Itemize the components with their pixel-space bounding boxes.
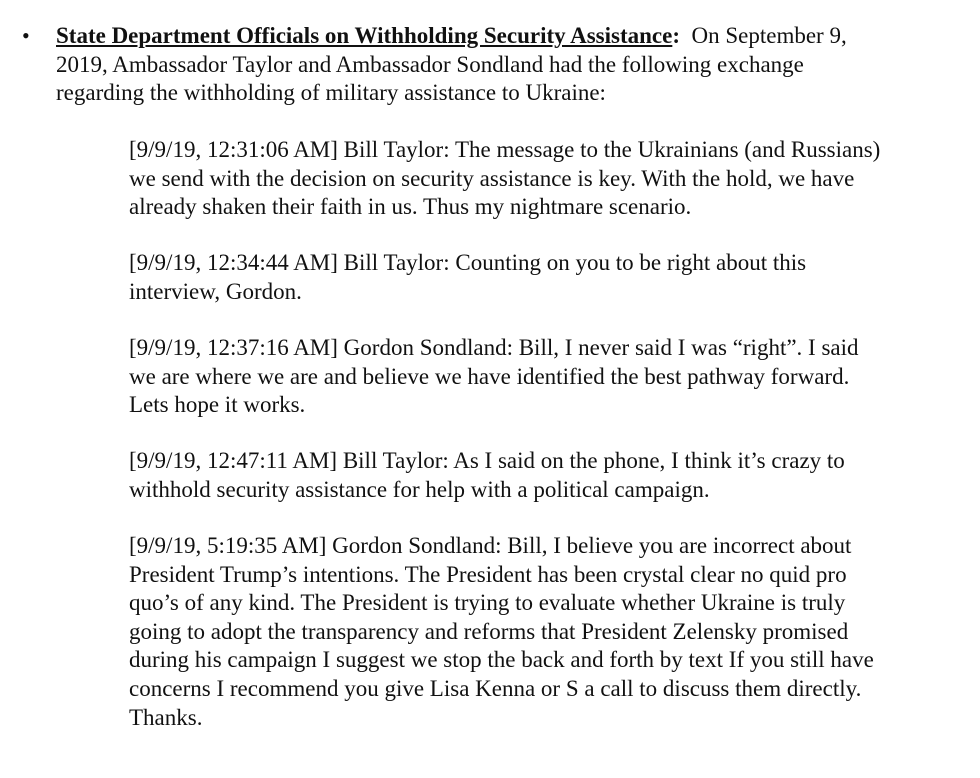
message-line: already shaken their faith in us. Thus my nightmare scenario.: [129, 194, 692, 220]
message-line: going to adopt the transparency and reforms that President Zelensky promised: [129, 618, 849, 644]
message-line: President Trump’s intentions. The President has been crystal clear no quid pro: [129, 561, 847, 587]
intro-line-2: 2019, Ambassador Taylor and Ambassador Sondland had the following exchange: [56, 51, 804, 77]
intro-paragraph: [56, 22, 936, 108]
message-line: interview, Gordon.: [129, 278, 302, 304]
bullet-symbol: •: [22, 23, 30, 48]
message-line: we send with the decision on security assistance is key. With the hold, we have: [129, 165, 855, 191]
heading-colon: :: [672, 23, 680, 48]
message-line: withhold security assistance for help with a political campaign.: [129, 476, 710, 502]
message-taylor-2: [129, 249, 959, 306]
intro-line-1: [56, 22, 936, 51]
message-sondland-2: [129, 532, 959, 732]
section-heading: State Department Officials on Withholding Security Assistance: [56, 23, 673, 48]
message-line: Thanks.: [129, 704, 203, 730]
message-line: quo’s of any kind. The President is trying to evaluate whether Ukraine is truly: [129, 590, 846, 616]
intro-line-3: regarding the withholding of military assistance to Ukraine:: [56, 80, 606, 106]
message-line: during his campaign I suggest we stop the back and forth by text If you still have: [129, 647, 874, 673]
message-line: concerns I recommend you give Lisa Kenna or S a call to discuss them directly.: [129, 675, 862, 701]
message-line: we are where we are and believe we have identified the best pathway forward.: [129, 363, 850, 389]
message-taylor-3: [129, 447, 959, 504]
message-line: [9/9/19, 12:31:06 AM] Bill Taylor: The message to the Ukrainians (and Russians): [129, 137, 881, 162]
message-line: [9/9/19, 5:19:35 AM] Gordon Sondland: Bill, I believe you are incorrect about: [129, 533, 852, 558]
message-line: [9/9/19, 12:47:11 AM] Bill Taylor: As I said on the phone, I think it’s crazy to: [129, 448, 845, 473]
message-taylor-1: [129, 136, 959, 222]
message-line: Lets hope it works.: [129, 392, 306, 418]
message-line: [9/9/19, 12:34:44 AM] Bill Taylor: Counting on you to be right about this: [129, 250, 807, 275]
message-line: [9/9/19, 12:37:16 AM] Gordon Sondland: Bill, I never said I was “right”. I said: [129, 335, 859, 360]
intro-text-1: On September 9,: [691, 23, 847, 48]
message-sondland-1: [129, 334, 959, 420]
